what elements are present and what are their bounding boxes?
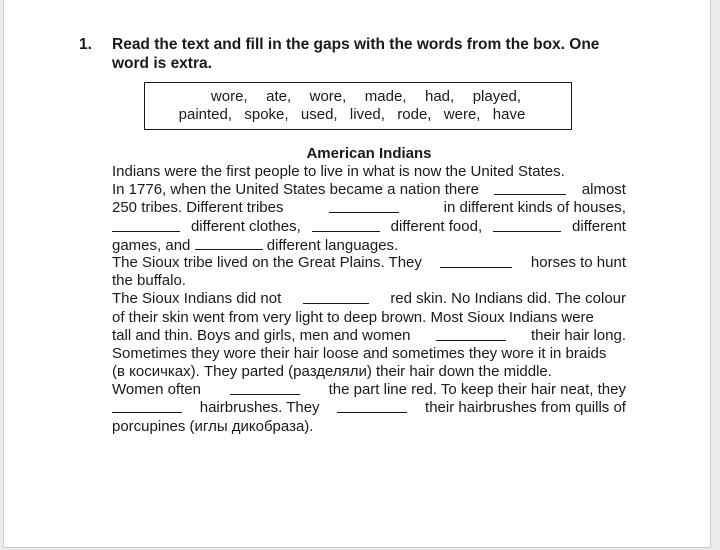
passage-text-segment: Indians were the first people to live in what is now the United States. [112,163,565,180]
passage-text-segment: red skin. No Indians did. The colour [390,290,626,308]
gap-blank-7[interactable] [440,254,512,268]
passage-line [112,327,626,345]
passage-text-segment: In 1776, when the United States became a nation there [112,181,479,199]
passage-text-segment: Women often [112,381,201,399]
gap-blank-9[interactable] [436,327,506,341]
passage-line [112,418,626,436]
passage-text-segment: different food, [390,217,483,235]
gap-blank-11[interactable] [112,399,182,413]
passage-line [112,199,626,217]
gap-blank-1[interactable] [494,181,566,195]
passage-text-segment: their hairbrushes from quills of [425,399,626,417]
passage-text-segment: different [572,217,626,235]
passage-line [112,181,626,199]
task-number: 1. [79,36,92,53]
passage-text-segment: of their skin went from very light to deep brown. Most Sioux Indians were [112,308,594,326]
word-box [144,82,572,130]
passage-text-segment: porcupines (иглы дикобраза). [112,417,314,435]
word-box-line-1: wore, ate, wore, made, had, played, [210,88,522,105]
passage-line [112,290,626,308]
gap-blank-10[interactable] [230,381,300,395]
passage-text-segment: 250 tribes. Different tribes [112,199,284,217]
worksheet-page [3,0,711,548]
passage-text-segment: the buffalo. [112,272,186,290]
passage-title: American Indians [306,145,432,162]
gap-blank-3[interactable] [112,218,180,232]
gap-blank-2[interactable] [329,199,399,213]
word-box-line-2: painted, spoke, used, lived, rode, were, have [178,106,526,123]
gap-blank-6[interactable] [195,236,263,250]
passage-line [112,345,626,363]
passage-text-segment: tall and thin. Boys and girls, men and women [112,326,411,344]
passage-text-segment: different languages. [266,236,399,254]
passage-line [112,381,626,399]
passage-line [112,399,626,417]
passage-text-segment: horses to hunt [530,253,626,271]
gap-blank-12[interactable] [337,399,407,413]
passage-text-segment: hairbrushes. They [199,399,320,417]
passage-text-segment: Sometimes they wore their hair loose and sometimes they wore it in braids [112,344,607,362]
passage-text-segment: The Sioux tribe lived on the Great Plains. They [112,253,422,271]
passage-text-segment: in different kinds of houses, [443,199,626,217]
passage-line [112,272,626,290]
task-instruction: Read the text and fill in the gaps with the words from the box. One word is extra. [112,36,600,72]
passage-line [112,218,626,236]
gap-blank-8[interactable] [303,290,369,304]
gap-blank-5[interactable] [493,218,561,232]
passage-line [112,236,626,254]
passage-line [112,163,626,181]
passage-text-segment: games, and [112,236,191,254]
passage-text-segment: their hair long. [530,326,626,344]
passage-text-segment: (в косичках). They parted (разделяли) their hair down the middle. [112,363,552,381]
gap-blank-4[interactable] [312,218,380,232]
passage-text-segment: The Sioux Indians did not [112,290,282,308]
passage-line [112,363,626,381]
passage-text-segment: almost [581,181,626,199]
passage-line [112,254,626,272]
passage-text [112,163,626,436]
passage-line [112,309,626,327]
passage-text-segment: different clothes, [190,217,301,235]
passage-text-segment: the part line red. To keep their hair neat, they [328,381,626,399]
